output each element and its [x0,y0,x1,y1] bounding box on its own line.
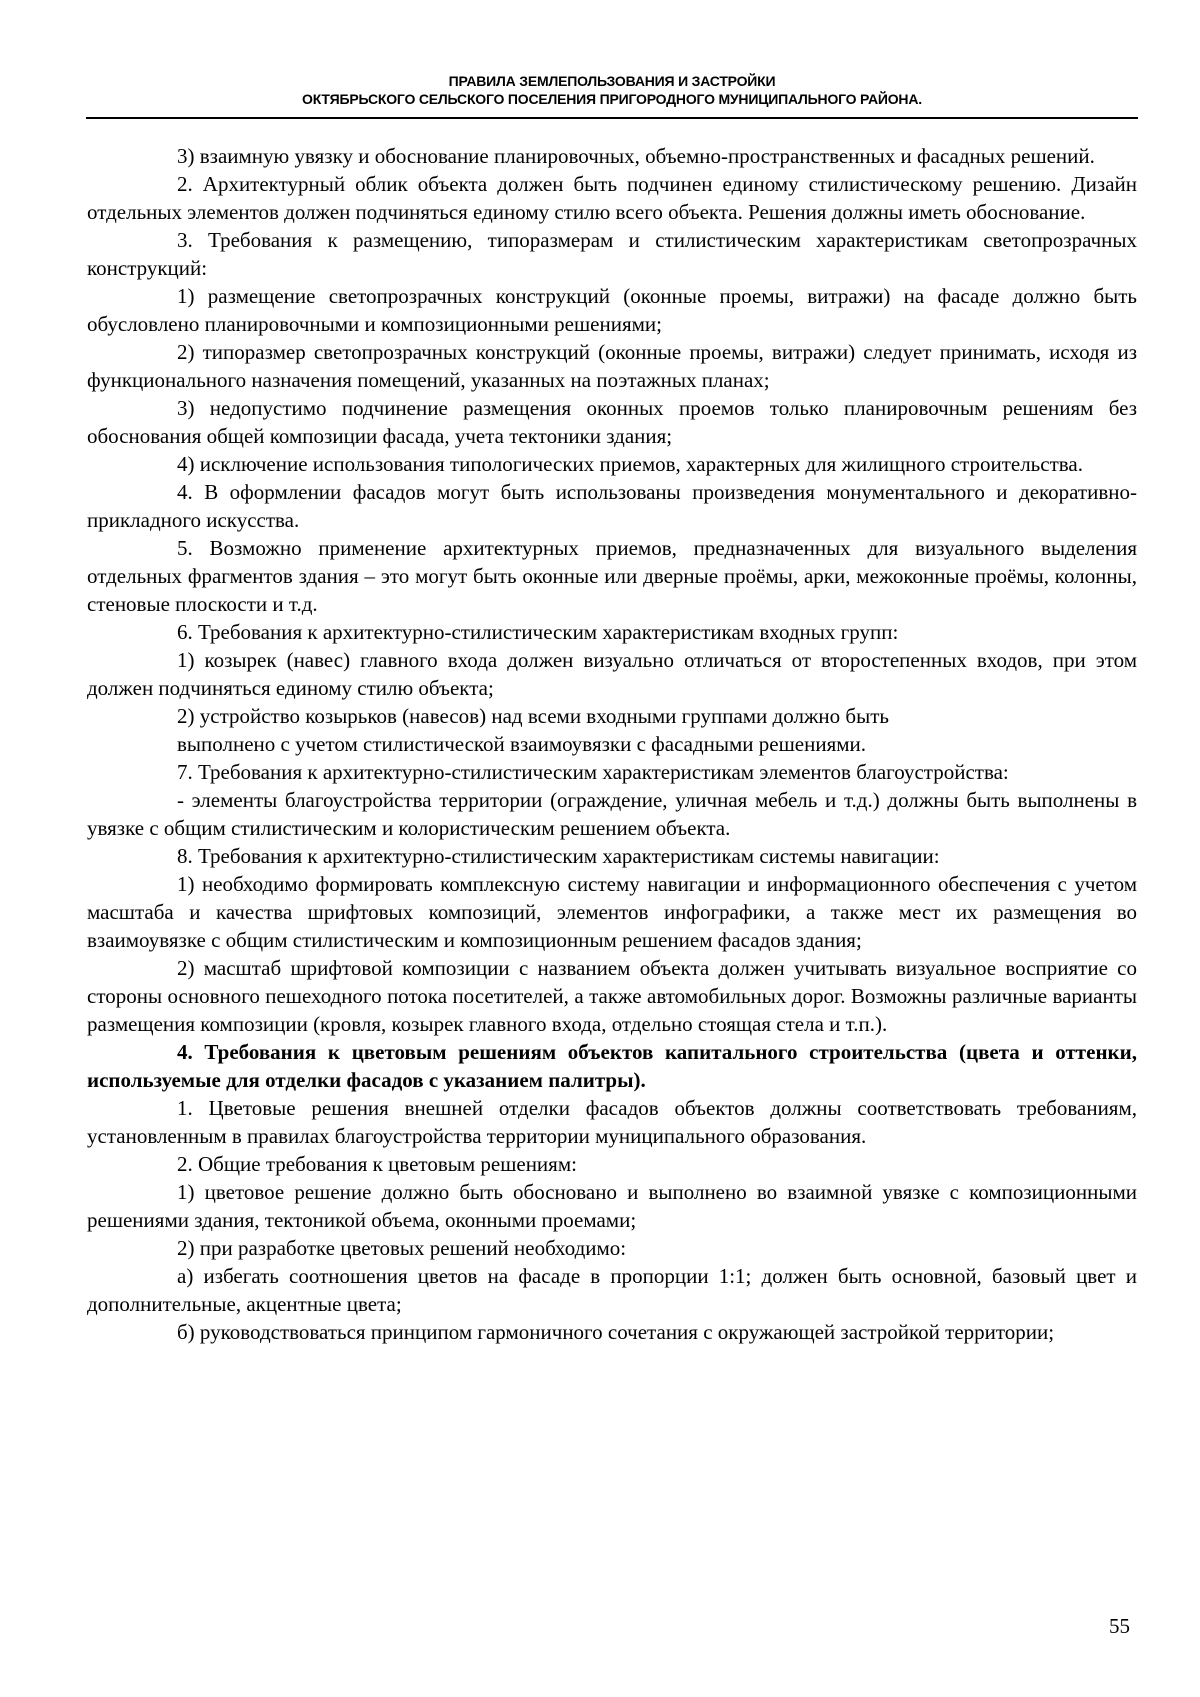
running-header [86,72,1138,108]
section-heading: 4. Требования к цветовым решениям объектов капитального строительства (цвета и оттенки, используемые для отделки фасадов с указанием палитры). [87,1040,1137,1092]
paragraph: 6. Требования к архитектурно-стилистическим характеристикам входных групп: [177,620,899,644]
paragraph: 5. Возможно применение архитектурных приемов, предназначенных для визуального выделения отдельных фрагментов здания – это могут быть оконные или дверные проёмы, арки, межоконные проёмы, колонны, стеновые плоскости и т.д. [87,536,1137,616]
paragraph: - элементы благоустройства территории (ограждение, уличная мебель и т.д.) должны быть выполнены в увязке с общим стилистическим и колористическим решением объекта. [87,788,1137,840]
document-body [87,142,1137,1346]
paragraph: 2. Архитектурный облик объекта должен быть подчинен единому стилистическому решению. Дизайн отдельных элементов должен подчиняться единому стилю всего объекта. Решения должны иметь обоснование. [87,172,1137,224]
paragraph: 2) при разработке цветовых решений необходимо: [177,1236,627,1260]
paragraph: 1) козырек (навес) главного входа должен визуально отличаться от второстепенных входов, при этом должен подчиняться единому стилю объекта; [87,648,1137,700]
paragraph: 2) устройство козырьков (навесов) над всеми входными группами должно быть [177,704,889,728]
paragraph: 1. Цветовые решения внешней отделки фасадов объектов должны соответствовать требованиям, установленным в правилах благоустройства территории муниципального образования. [87,1096,1137,1148]
paragraph: 1) необходимо формировать комплексную систему навигации и информационного обеспечения с учетом масштаба и качества шрифтовых композиций, элементов инфографики, а также мест их размещения во взаимоувязке с общим стилистическим и композиционным решением фасадов здания; [87,872,1137,952]
header-rule [86,117,1138,119]
paragraph: выполнено с учетом стилистической взаимоувязки с фасадными решениями. [177,732,867,756]
paragraph: 3) недопустимо подчинение размещения оконных проемов только планировочным решениям без обоснования общей композиции фасада, учета тектоники здания; [87,396,1137,448]
paragraph: 7. Требования к архитектурно-стилистическим характеристикам элементов благоустройства: [177,760,1009,784]
paragraph: б) руководствоваться принципом гармоничного сочетания с окружающей застройкой территории; [177,1320,1055,1344]
paragraph: 1) цветовое решение должно быть обосновано и выполнено во взаимной увязке с композиционными решениями здания, тектоникой объема, оконными проемами; [87,1180,1137,1232]
paragraph: 2) типоразмер светопрозрачных конструкций (оконные проемы, витражи) следует принимать, исходя из функционального назначения помещений, указанных на поэтажных планах; [87,340,1137,392]
paragraph: 1) размещение светопрозрачных конструкций (оконные проемы, витражи) на фасаде должно быть обусловлено планировочными и композиционными решениями; [87,284,1137,336]
page-number: 55 [1109,1614,1130,1638]
paragraph: 2) масштаб шрифтовой композиции с названием объекта должен учитывать визуальное восприятие со стороны основного пешеходного потока посетителей, а также автомобильных дорог. Возможны различные варианты размещения композиции (кровля, козырек главного входа, отдельно стоящая стела и т.п.). [87,956,1137,1036]
paragraph: 3. Требования к размещению, типоразмерам и стилистическим характеристикам светопрозрачных конструкций: [87,228,1137,280]
paragraph: 4. В оформлении фасадов могут быть использованы произведения монументального и декоративно-прикладного искусства. [87,480,1137,532]
paragraph: а) избегать соотношения цветов на фасаде в пропорции 1:1; должен быть основной, базовый цвет и дополнительные, акцентные цвета; [87,1264,1137,1316]
header-line-2: ОКТЯБРЬСКОГО СЕЛЬСКОГО ПОСЕЛЕНИЯ ПРИГОРОДНОГО МУНИЦИПАЛЬНОГО РАЙОНА. [302,91,922,107]
paragraph: 8. Требования к архитектурно-стилистическим характеристикам системы навигации: [177,844,940,868]
paragraph: 4) исключение использования типологических приемов, характерных для жилищного строительства. [177,452,1083,476]
header-line-1: ПРАВИЛА ЗЕМЛЕПОЛЬЗОВАНИЯ И ЗАСТРОЙКИ [448,73,776,89]
paragraph: 2. Общие требования к цветовым решениям: [177,1152,577,1176]
paragraph: 3) взаимную увязку и обоснование планировочных, объемно-пространственных и фасадных решений. [177,144,1095,168]
